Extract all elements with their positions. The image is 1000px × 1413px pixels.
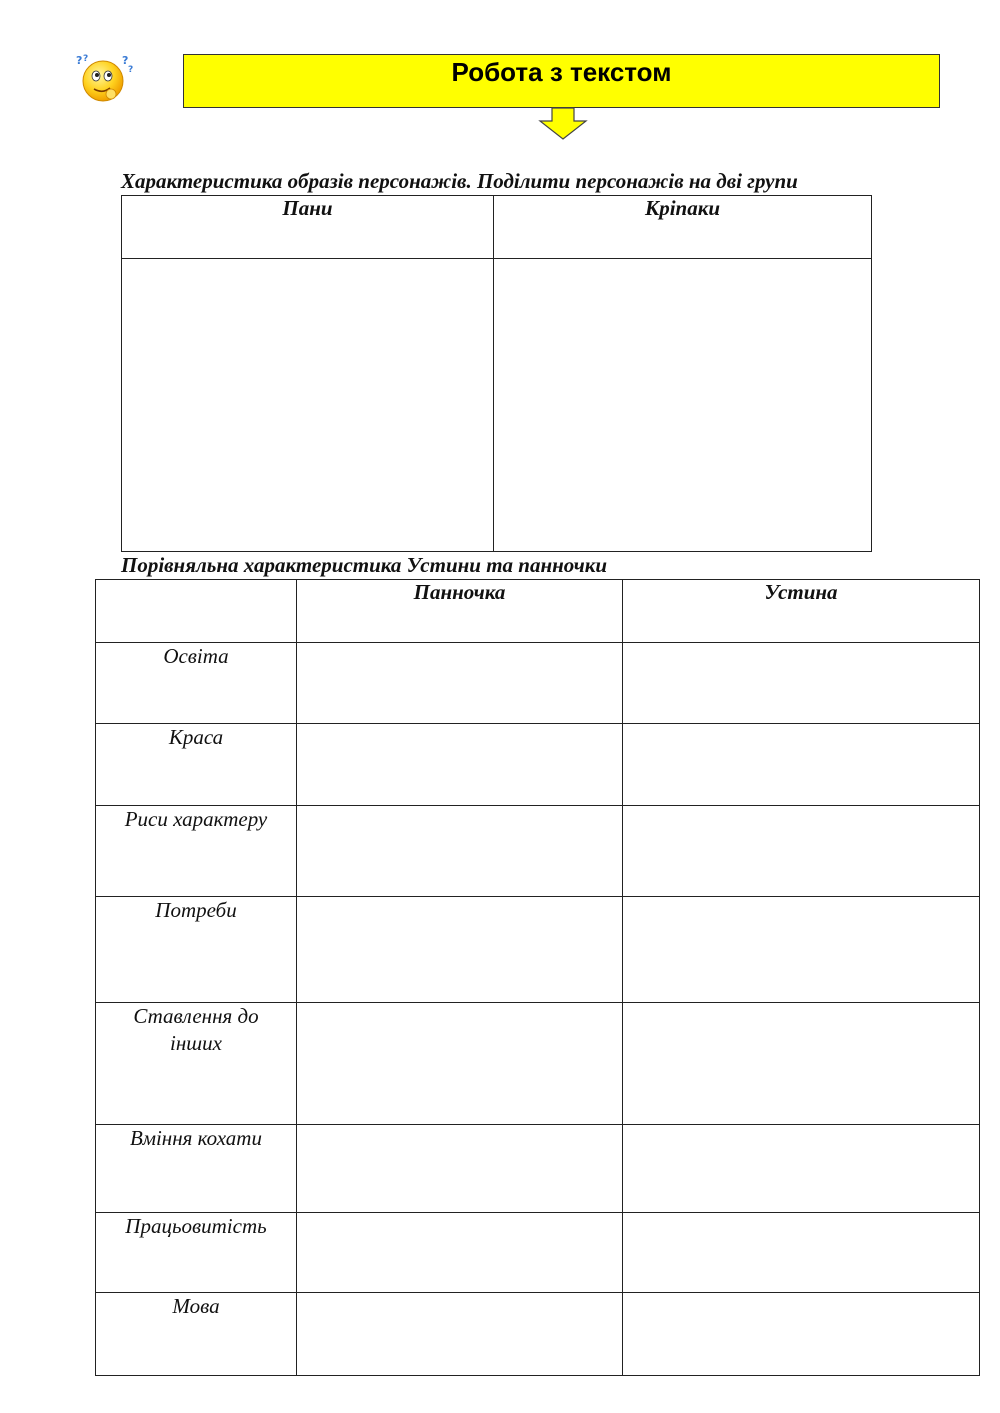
row-label: Ставлення до інших <box>96 1003 297 1125</box>
column-header-pannochka: Панночка <box>297 580 623 643</box>
column-header-ustyna: Устина <box>623 580 980 643</box>
answer-cell[interactable] <box>297 1293 623 1376</box>
answer-cell[interactable] <box>297 1003 623 1125</box>
answer-cell[interactable] <box>623 897 980 1003</box>
svg-text:?: ? <box>128 65 134 75</box>
row-label: Риси характеру <box>96 806 297 897</box>
svg-text:?: ? <box>76 54 83 67</box>
row-label: Потреби <box>96 897 297 1003</box>
comparison-table <box>95 579 980 1376</box>
answer-cell[interactable] <box>623 1125 980 1213</box>
thinking-face-with-question-marks-icon <box>70 52 138 108</box>
svg-text:?: ? <box>122 54 129 67</box>
answer-cell[interactable] <box>297 1125 623 1213</box>
answer-cell[interactable] <box>623 1213 980 1293</box>
answer-cell[interactable] <box>297 643 623 724</box>
answer-cell-kripaky[interactable] <box>494 259 872 552</box>
answer-cell-pany[interactable] <box>122 259 494 552</box>
row-label: Мова <box>96 1293 297 1376</box>
page-title: Робота з текстом <box>451 57 672 87</box>
answer-cell[interactable] <box>623 1003 980 1125</box>
answer-cell[interactable] <box>297 724 623 806</box>
column-header-empty <box>96 580 297 643</box>
answer-cell[interactable] <box>623 724 980 806</box>
row-label: Вміння кохати <box>96 1125 297 1213</box>
title-banner <box>183 54 940 108</box>
characters-groups-table <box>121 195 872 552</box>
svg-text:?: ? <box>83 54 89 64</box>
section2-heading: Порівняльна характеристика Устини та панночки <box>121 553 608 577</box>
answer-cell[interactable] <box>297 1213 623 1293</box>
row-label: Освіта <box>96 643 297 724</box>
answer-cell[interactable] <box>623 1293 980 1376</box>
answer-cell[interactable] <box>623 806 980 897</box>
row-label: Краса <box>96 724 297 806</box>
answer-cell[interactable] <box>623 643 980 724</box>
column-header-pany: Пани <box>122 196 494 259</box>
answer-cell[interactable] <box>297 806 623 897</box>
down-arrow-icon <box>538 107 588 141</box>
row-label: Працьовитість <box>96 1213 297 1293</box>
section1-heading: Характеристика образів персонажів. Поділити персонажів на дві групи <box>121 169 798 193</box>
column-header-kripaky: Кріпаки <box>494 196 872 259</box>
answer-cell[interactable] <box>297 897 623 1003</box>
